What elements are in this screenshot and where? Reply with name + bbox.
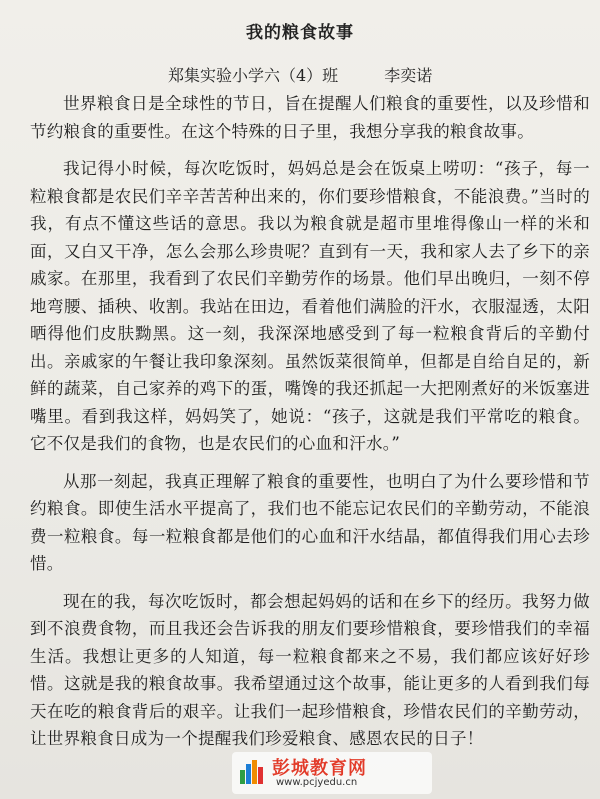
watermark-name: 彭城教育网	[272, 758, 367, 779]
paragraph-3: 从那一刻起，我真正理解了粮食的重要性，也明白了为什么要珍惜和节约粮食。即使生活水平提高了，我们也不能忘记农民们的辛勤劳动，不能浪费一粒粮食。每一粒粮食都是他们的心血和汗水结晶，都值得我们用心去珍惜。	[30, 471, 590, 573]
page-title: 我的粮食故事	[246, 23, 354, 43]
author-name: 李奕诺	[384, 66, 433, 85]
school-class: 郑集实验小学六（4）班	[168, 66, 339, 85]
byline	[168, 63, 432, 86]
paragraph-1: 世界粮食日是全球性的节日，旨在提醒人们粮食的重要性，以及珍惜和节约粮食的重要性。在这个特殊的日子里，我想分享我的粮食故事。	[30, 94, 590, 141]
paragraph-4: 现在的我，每次吃饭时，都会想起妈妈的话和在乡下的经历。我努力做到不浪费食物，而且我还会告诉我的朋友们要珍惜粮食，要珍惜我们的幸福生活。我想让更多的人知道，每一粒粮食都来之不易，我们都应该好好珍惜。这就是我的粮食故事。我希望通过这个故事，能让更多的人看到我们每天在吃的粮食背后的艰辛。让我们一起珍惜粮食，珍惜农民们的辛勤劳动，让世界粮食日成为一个提醒我们珍爱粮食、感恩农民的日子！	[30, 591, 590, 748]
watermark-url: www.pcjyedu.cn	[276, 777, 358, 788]
watermark-logo	[232, 752, 432, 794]
colored-bars-logo-icon	[238, 758, 266, 786]
article-body	[30, 90, 590, 763]
paragraph-2: 我记得小时候，每次吃饭时，妈妈总是会在饭桌上唠叨：“孩子，每一粒粮食都是农民们辛辛苦苦种出来的，你们要珍惜粮食，不能浪费。”当时的我，有点不懂这些话的意思。我以为粮食就是超市里堆得像山一样的米和面，又白又干净，怎么会那么珍贵呢？直到有一天，我和家人去了乡下的亲戚家。在那里，我看到了农民们辛勤劳作的场景。他们早出晚归，一刻不停地弯腰、插秧、收割。我站在田边，看着他们满脸的汗水，衣服湿透，太阳晒得他们皮肤黝黑。这一刻，我深深地感受到了每一粒粮食背后的辛勤付出。亲戚家的午餐让我印象深刻。虽然饭菜很简单，但都是自给自足的，新鲜的蔬菜，自己家养的鸡下的蛋，嘴馋的我还抓起一大把刚煮好的米饭塞进嘴里。看到我这样，妈妈笑了，她说：“孩子，这就是我们平常吃的粮食。它不仅是我们的食物，也是农民们的心血和汗水。”	[30, 159, 590, 453]
